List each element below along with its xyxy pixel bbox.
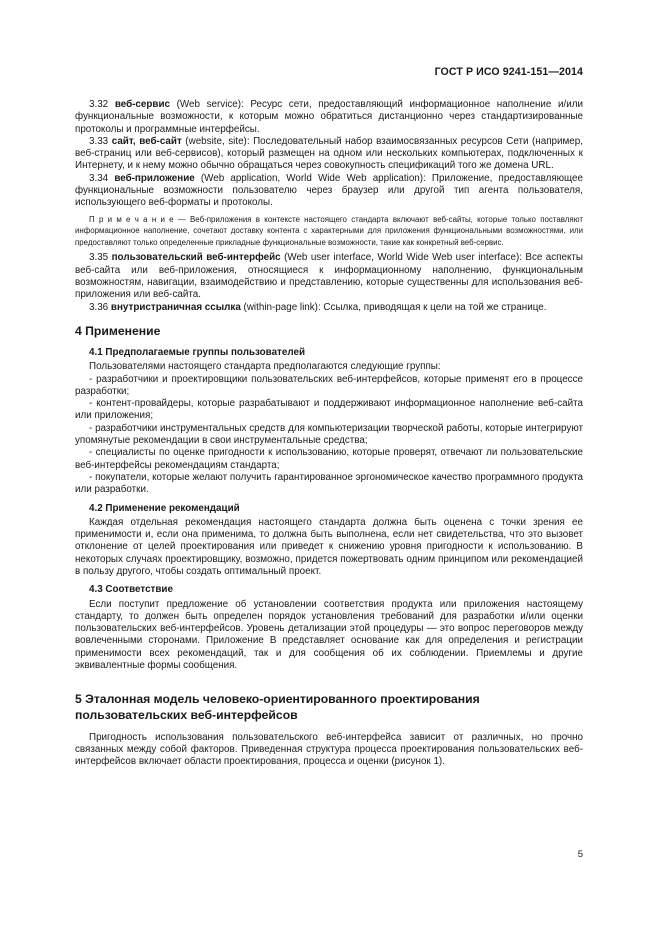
section-4-1-heading: 4.1 Предполагаемые группы пользователей [89, 346, 305, 358]
section-4-2-text: Каждая отдельная рекомендация настоящего стандарта должна быть оценена с точки зрения ее применимости и, если она применима, то должна быть выполнена, если нет свидетельства, что это вызовет отклонение от целей проектирования или приведет к снижению уровня пригодности к использованию. В некоторых случаях проектировщику, возможно, придется пожертвовать одним принципом или рекомендацией в пользу другого, чтобы создать оптимальный проект. [75, 516, 583, 577]
term-name: веб-сервис [114, 99, 170, 110]
term-3-33 [75, 136, 583, 173]
standard-header: ГОСТ Р ИСО 9241-151—2014 [434, 66, 583, 78]
term-name: внутристраничная ссылка [110, 301, 241, 313]
term-name: веб-приложение [114, 172, 195, 184]
term-definition: (website, site): Последовательный набор взаимосвязанных ресурсов Сети (например, веб-страниц или веб-сервисов), который размещен на одном или нескольких компьютерах, подключенных к Интернету, и к нему можно обычно обращаться через совокупность спецификаций того же домена URL. [75, 135, 583, 172]
term-name: пользовательский веб-интерфейс [111, 252, 281, 264]
term-definition: (Web application, World Wide Web application): Приложение, предоставляющее функциональные возможности пользователю через браузер или другой тип агента пользователя, использующего веб-форматы и протоколы. [75, 172, 583, 209]
list-item: - покупатели, которые желают получить гарантированное эргономическое качество программного продукта или разработки. [75, 471, 583, 496]
term-3-34 [75, 173, 583, 210]
note-paragraph [75, 214, 583, 249]
term-number: 3.36 [89, 301, 109, 313]
note-label: П р и м е ч а н и е [89, 214, 174, 224]
list-item: - контент-провайдеры, которые разрабатывают и поддерживают информационное наполнение веб-сайта или приложения; [75, 398, 583, 422]
section-5-heading: 5 Эталонная модель человеко-ориентированного проектирования пользовательских веб-интерфейсов [75, 692, 480, 722]
term-name: сайт, веб-сайт [111, 135, 182, 147]
section-4-1-intro: Пользователями настоящего стандарта предполагаются следующие группы: [89, 361, 441, 373]
section-4-3-heading: 4.3 Соответствие [89, 584, 173, 596]
page-body [75, 99, 583, 769]
term-3-35 [75, 252, 583, 301]
term-number: 3.33 [89, 135, 109, 147]
term-definition: (Web service): Ресурс сети, предоставляющий информационное наполнение и/или функциональные возможности, к которым можно обратиться дистанционно через стандартизированные протоколы и программные интерфейсы. [75, 99, 583, 135]
term-number: 3.32 [89, 99, 109, 110]
term-definition: (Web user interface, World Wide Web user interface): Все аспекты веб-сайта или веб-приложения, относящиеся к информационному наполнению, функциональным возможностям, навигации, взаимодействию и представлению, которые существенны для использования веб-приложения или веб-сайта. [75, 252, 583, 301]
section-4-2-heading: 4.2 Применение рекомендаций [89, 502, 240, 514]
section-5-text: Пригодность использования пользовательского веб-интерфейса зависит от различных, но прочно связанных между собой факторов. Приведенная структура процесса проектирования пользовательских веб-интерфейсов включает области проектирования, процесса и оценки (рисунок 1). [75, 731, 583, 768]
term-3-36 [75, 302, 583, 314]
list-item: - разработчики и проектировщики пользовательских веб-интерфейсов, которые применят его в процессе разработки; [75, 373, 583, 397]
note-text: — Веб-приложения в контексте настоящего стандарта включают веб-сайты, которые только поставляют информационное наполнение, сочетают доставку контента с характерными для приложения функциональными возможностями, или предоставляют только определенные прикладные функциональные возможности, такие как конкретный веб-сервис. [75, 214, 583, 247]
term-definition: (within-page link): Ссылка, приводящая к цели на той же странице. [240, 301, 547, 313]
term-number: 3.34 [89, 172, 109, 184]
page-number: 5 [577, 849, 583, 860]
term-number: 3.35 [89, 252, 109, 264]
list-item: - разработчики инструментальных средств для компьютеризации творческой работы, которые интегрируют упомянутые рекомендации в свои инструментальные средства; [75, 422, 583, 447]
term-3-32 [75, 99, 583, 136]
section-4-3-text: Если поступит предложение об установлении соответствия продукта или приложения настоящему стандарту, то должен быть определен порядок установления требований для разработки и/или оценки пользовательских веб-интерфейсов. Уровень детализации этой процедуры — это вопрос переговоров между вовлеченными сторонами. Приложение В представляет основание как для определения и регистрации применимости всех рекомендаций, так и для сообщения об их соблюдении. Приемлемы и другие эквивалентные формы сообщения. [75, 598, 583, 672]
list-item: - специалисты по оценке пригодности к использованию, которые проверят, отвечают ли пользовательские веб-интерфейсы рекомендациям стандарта; [75, 447, 583, 471]
section-4-heading: 4 Применение [75, 323, 161, 338]
